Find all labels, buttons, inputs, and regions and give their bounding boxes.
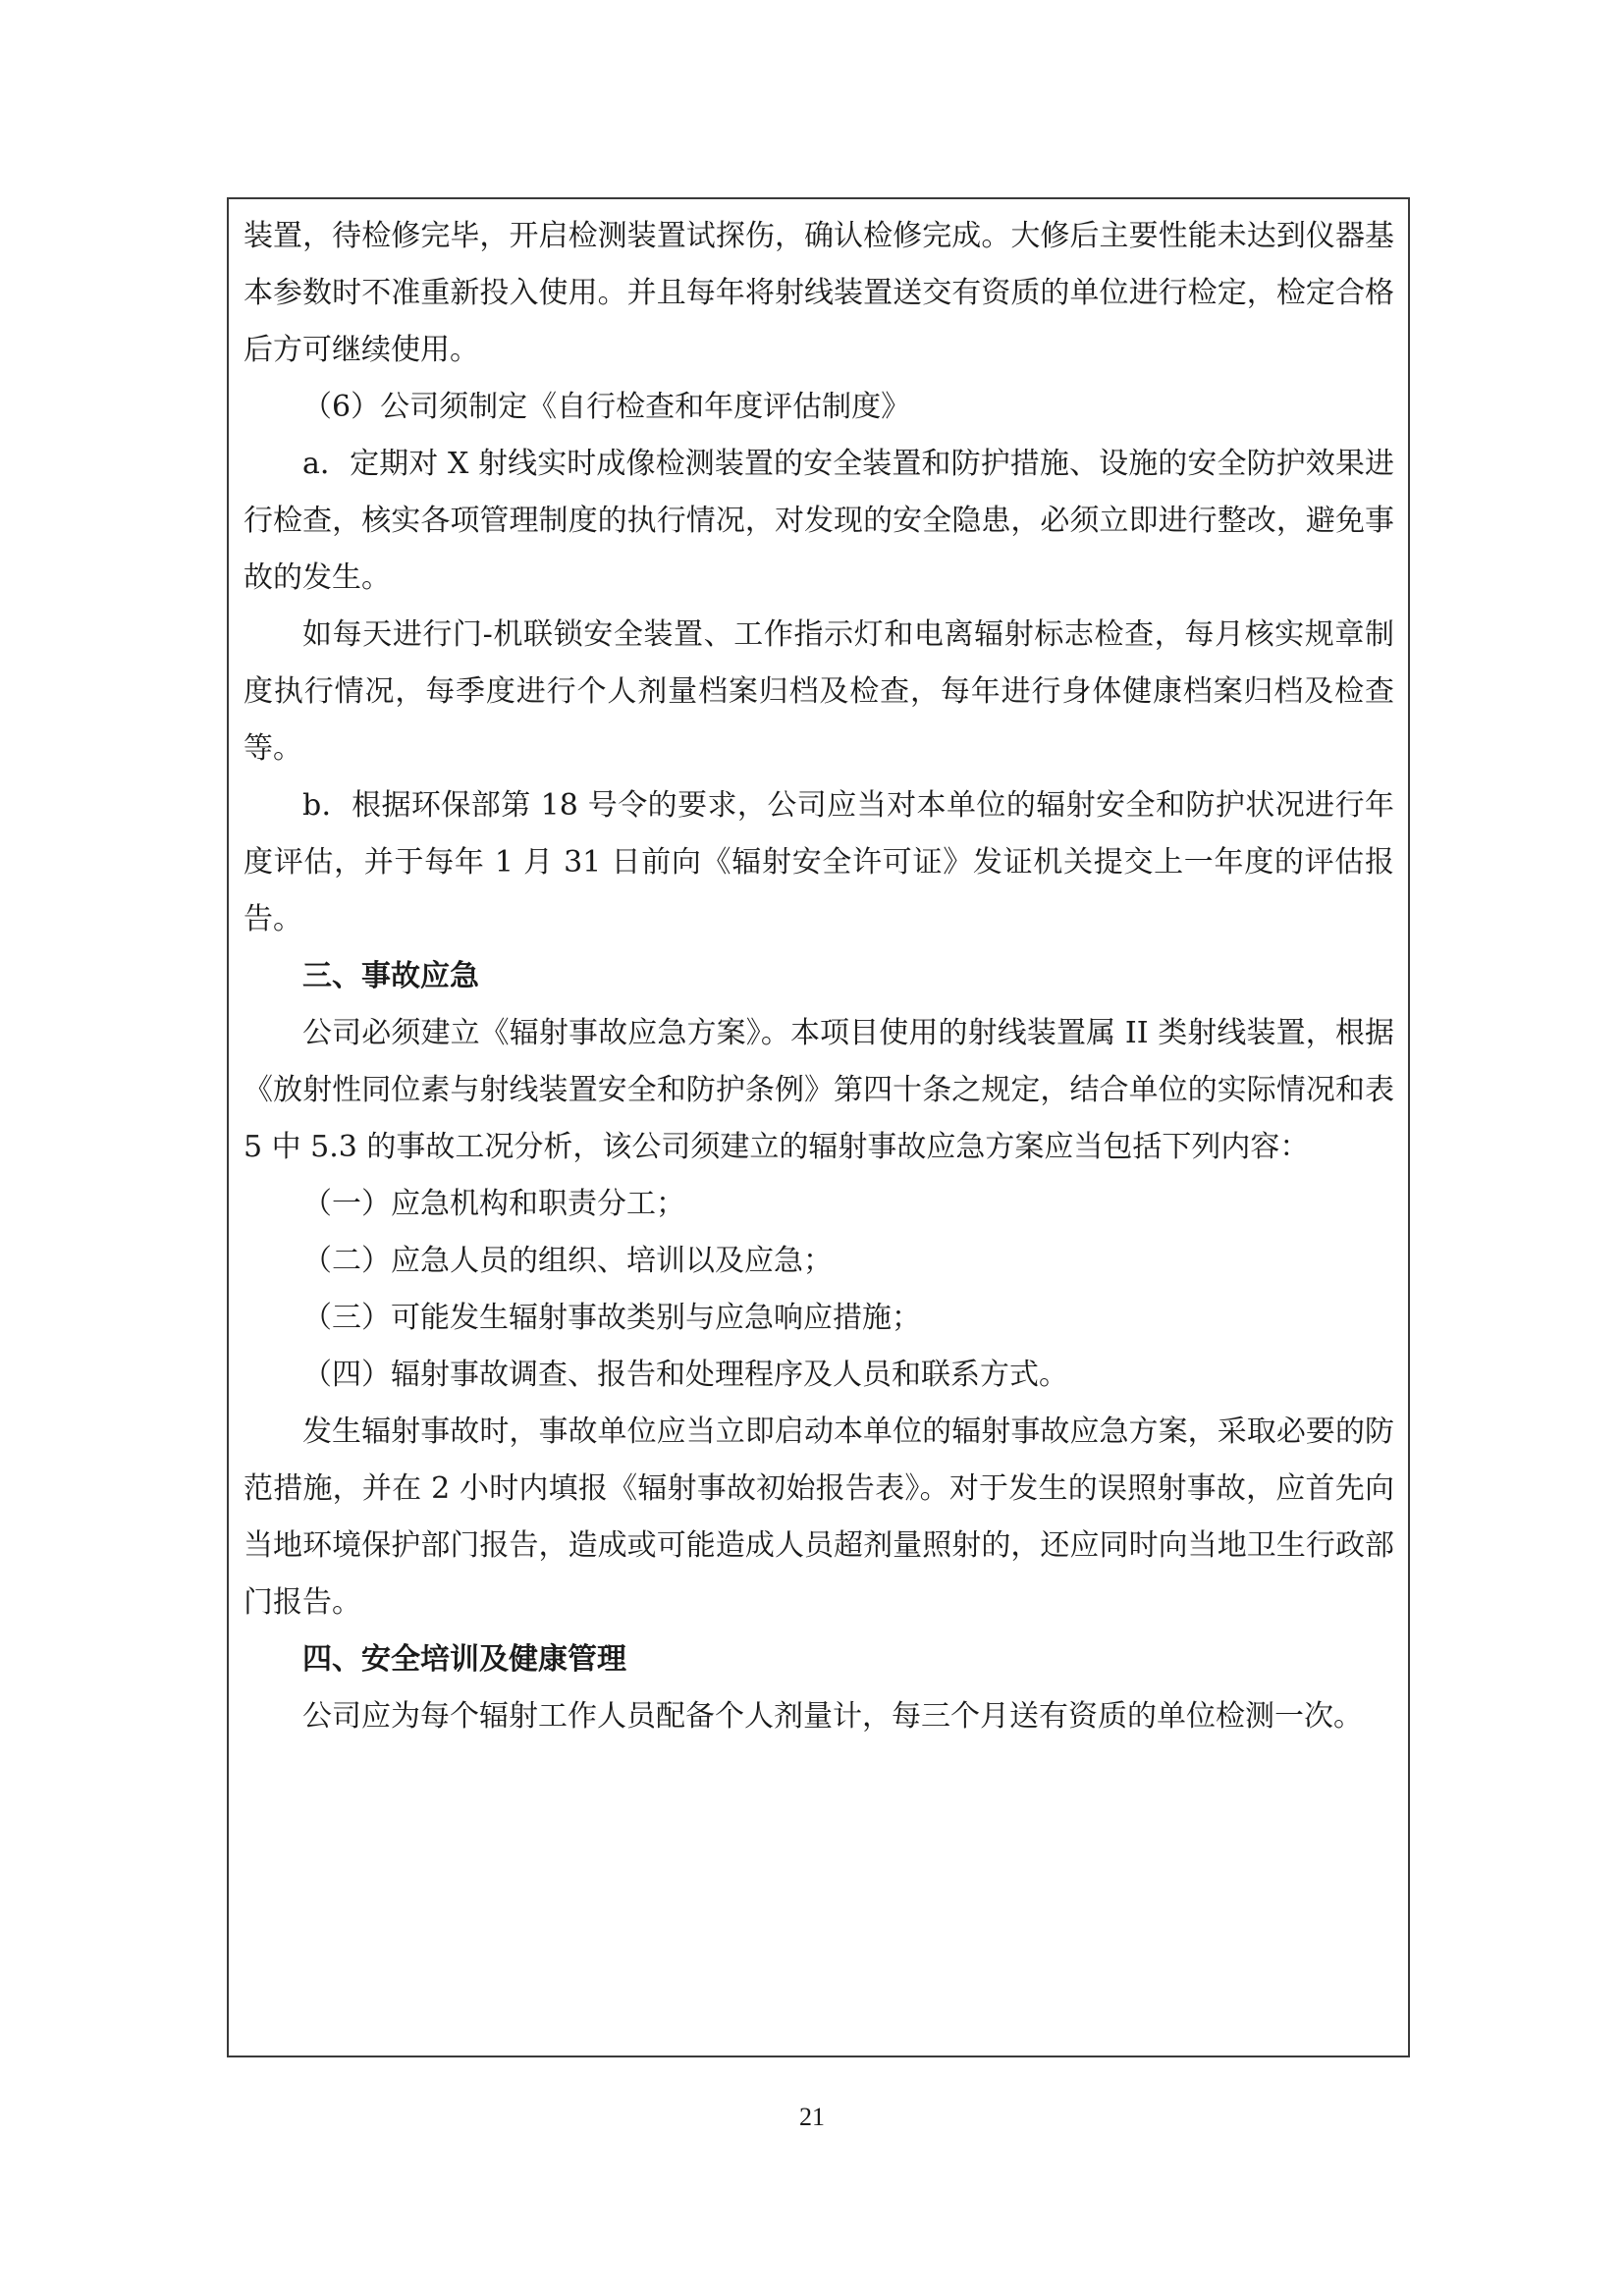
paragraph-a: a．定期对 X 射线实时成像检测装置的安全装置和防护措施、设施的安全防护效果进行检查，核实各项管理制度的执行情况，对发现的安全隐患，必须立即进行整改，避免事故的发生。 bbox=[244, 447, 1394, 595]
page-number: 21 bbox=[799, 2103, 825, 2131]
document-body bbox=[244, 208, 1394, 1745]
paragraph-b: b．根据环保部第 18 号令的要求，公司应当对本单位的辐射安全和防护状况进行年度评估，并于每年 1 月 31 日前向《辐射安全许可证》发证机关提交上一年度的评估报告。 bbox=[244, 788, 1394, 936]
list-item-4: （四）辐射事故调查、报告和处理程序及人员和联系方式。 bbox=[302, 1358, 1068, 1392]
paragraph-dosimeter: 公司应为每个辐射工作人员配备个人剂量计，每三个月送有资质的单位检测一次。 bbox=[302, 1699, 1363, 1734]
section-heading-training-health: 四、安全培训及健康管理 bbox=[302, 1642, 626, 1677]
paragraph-accident-response: 发生辐射事故时，事故单位应当立即启动本单位的辐射事故应急方案，采取必要的防范措施，并在 2 小时内填报《辐射事故初始报告表》。对于发生的误照射事故，应首先向当地环境保护部门报告，造成或可能造成人员超剂量照射的，还应同时向当地卫生行政部门报告。 bbox=[244, 1415, 1394, 1620]
list-item-2: （二）应急人员的组织、培训以及应急； bbox=[302, 1244, 833, 1278]
list-item-3: （三）可能发生辐射事故类别与应急响应措施； bbox=[302, 1301, 921, 1335]
item-6-heading: （6）公司须制定《自行检查和年度评估制度》 bbox=[302, 390, 911, 424]
paragraph-daily-checks: 如每天进行门-机联锁安全装置、工作指示灯和电离辐射标志检查，每月核实规章制度执行情况，每季度进行个人剂量档案归档及检查，每年进行身体健康档案归档及检查等。 bbox=[244, 617, 1394, 766]
section-heading-accident-emergency: 三、事故应急 bbox=[302, 959, 479, 993]
paragraph-maintenance: 装置，待检修完毕，开启检测装置试探伤，确认检修完成。大修后主要性能未达到仪器基本参数时不准重新投入使用。并且每年将射线装置送交有资质的单位进行检定，检定合格后方可继续使用。 bbox=[244, 219, 1394, 367]
paragraph-emergency-plan: 公司必须建立《辐射事故应急方案》。本项目使用的射线装置属 II 类射线装置，根据《放射性同位素与射线装置安全和防护条例》第四十条之规定，结合单位的实际情况和表 5 中 5.3 的事故工况分析，该公司须建立的辐射事故应急方案应当包括下列内容： bbox=[244, 1016, 1394, 1164]
list-item-1: （一）应急机构和职责分工； bbox=[302, 1187, 685, 1221]
